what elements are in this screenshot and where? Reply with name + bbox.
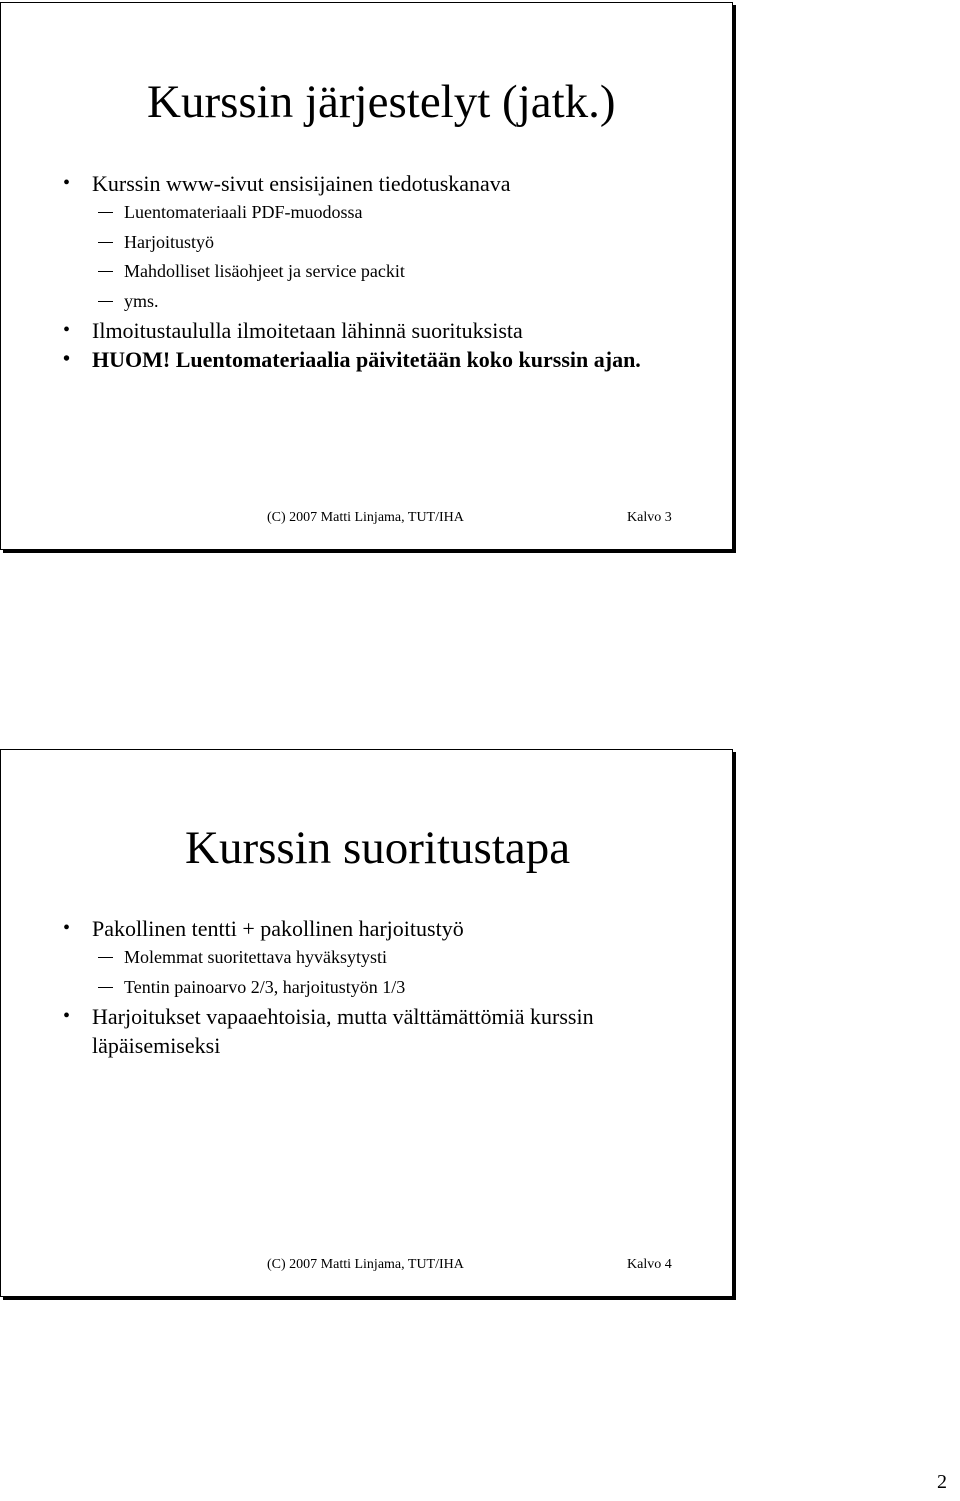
- dash-icon: [98, 271, 113, 272]
- bullet-item: [63, 169, 692, 198]
- dash-icon: [98, 212, 113, 213]
- sub-bullet-text: Harjoitustyö: [124, 231, 214, 252]
- sub-bullet-item: [63, 228, 692, 258]
- bullet-item: [63, 1002, 692, 1060]
- footer-slide-number: Kalvo 4: [627, 1257, 672, 1272]
- sub-bullet-text: yms.: [124, 290, 159, 311]
- bullet-icon: •: [63, 917, 71, 939]
- slide-kalvo-4: [0, 749, 733, 1297]
- bullet-item-emphasis: [63, 345, 692, 374]
- bullet-list: [63, 169, 692, 374]
- sub-bullet-item: [63, 198, 692, 228]
- sub-bullet-text: Tentin painoarvo 2/3, harjoitustyön 1/3: [124, 976, 406, 997]
- bullet-text: Ilmoitustaululla ilmoitetaan lähinnä suorituksista: [92, 318, 523, 343]
- bullet-item: [63, 914, 692, 943]
- slide-title: Kurssin järjestelyt (jatk.): [147, 76, 616, 128]
- bullet-icon: •: [63, 1005, 71, 1027]
- footer-slide-number: Kalvo 3: [627, 510, 672, 525]
- bullet-text: HUOM! Luentomateriaalia päivitetään koko kurssin ajan.: [92, 347, 641, 372]
- sub-bullet-item: [63, 943, 692, 973]
- bullet-item: [63, 316, 692, 345]
- bullet-icon: •: [63, 172, 71, 194]
- bullet-text: Harjoitukset vapaaehtoisia, mutta välttämättömiä kurssin läpäisemiseksi: [92, 1004, 594, 1058]
- bullet-icon: •: [63, 348, 71, 370]
- sub-bullet-item: [63, 973, 692, 1003]
- dash-icon: [98, 242, 113, 243]
- sub-bullet-text: Molemmat suoritettava hyväksytysti: [124, 947, 387, 967]
- sub-bullet-text: Luentomateriaali PDF-muodossa: [124, 202, 363, 222]
- slide-kalvo-3: [0, 2, 733, 550]
- sub-bullet-item: [63, 257, 692, 287]
- page-number: 2: [937, 1471, 947, 1493]
- dash-icon: [98, 957, 113, 958]
- bullet-list: [63, 914, 692, 1060]
- dash-icon: [98, 301, 113, 302]
- slide-title: Kurssin suoritustapa: [185, 822, 571, 874]
- bullet-text: Pakollinen tentti + pakollinen harjoitustyö: [92, 916, 464, 941]
- bullet-icon: •: [63, 319, 71, 341]
- bullet-text: Kurssin www-sivut ensisijainen tiedotuskanava: [92, 171, 511, 196]
- dash-icon: [98, 987, 113, 988]
- sub-bullet-text: Mahdolliset lisäohjeet ja service packit: [124, 261, 405, 281]
- footer-copyright: (C) 2007 Matti Linjama, TUT/IHA: [267, 1257, 464, 1272]
- sub-bullet-item: [63, 287, 692, 317]
- footer-copyright: (C) 2007 Matti Linjama, TUT/IHA: [267, 510, 464, 525]
